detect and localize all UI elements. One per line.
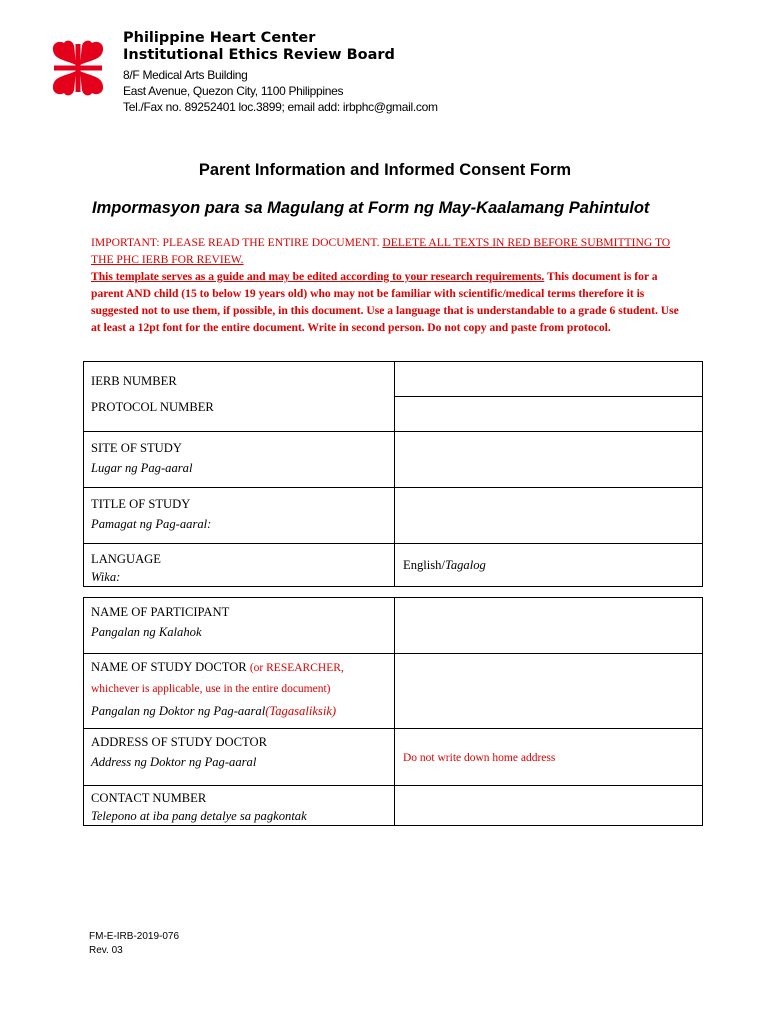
address-label: ADDRESS OF STUDY DOCTOR [91, 735, 267, 749]
address-line-2: East Avenue, Quezon City, 1100 Philippines [123, 84, 344, 98]
title-label-fil: Pamagat ng Pag-aaral: [91, 517, 212, 531]
title-label: TITLE OF STUDY [91, 497, 191, 511]
notice-important: IMPORTANT: PLEASE READ THE ENTIRE DOCUMENT. [91, 236, 383, 249]
doctor-label-fil-note: (Tagasaliksik) [265, 704, 337, 718]
ierb-number-label: IERB NUMBER [91, 374, 177, 388]
form-title: Parent Information and Informed Consent Form [198, 161, 572, 179]
study-info-table [83, 361, 703, 587]
protocol-number-label: PROTOCOL NUMBER [91, 399, 214, 414]
notice-delete-texts: DELETE ALL TEXTS IN RED BEFORE SUBMITTING TO THE PHC IERB FOR REVIEW. [91, 236, 671, 266]
participant-label-fil: Pangalan ng Kalahok [91, 625, 202, 639]
form-footer [89, 930, 179, 958]
address-line-1: 8/F Medical Arts Building [123, 68, 248, 82]
doctor-label: NAME OF STUDY DOCTOR [91, 660, 250, 674]
address-field[interactable] [395, 729, 703, 786]
form-revision: Rev. 03 [89, 945, 123, 956]
address-label-fil: Address ng Doktor ng Pag-aaral [91, 755, 257, 769]
ierb-number-field[interactable] [395, 362, 703, 397]
contact-field[interactable] [395, 786, 703, 826]
site-field[interactable] [395, 432, 703, 488]
contact-label-fil: Telepono at iba pang detalye sa pagkontak [91, 809, 307, 823]
heart-center-logo-icon [48, 38, 108, 98]
address-note: Do not write down home address [403, 751, 556, 764]
contact-label: CONTACT NUMBER [91, 791, 207, 805]
title-field[interactable] [395, 488, 703, 544]
notice-body: This document is for a parent AND child (15 to below 19 years old) who may not be familiar with scientific/medical terms therefore it is suggested not to use them, if possible, in this document. Use a language that is understandable to a grade 6 student. Use at least a 12pt font for the entire document. Write in second person. Do not copy and paste from protocol. [91, 270, 679, 334]
site-label-fil: Lugar ng Pag-aaral [91, 461, 193, 475]
doctor-field[interactable] [395, 654, 703, 729]
form-code: FM-E-IRB-2019-076 [89, 931, 180, 942]
language-field[interactable] [395, 544, 703, 587]
protocol-number-field[interactable] [395, 397, 703, 432]
contact-line: Tel./Fax no. 89252401 loc.3899; email add: irbphc@gmail.com [123, 100, 438, 114]
language-value-en: English/ [403, 557, 445, 572]
form-subtitle: Impormasyon para sa Magulang at Form ng May-Kaalamang Pahintulot [92, 199, 650, 217]
participant-info-table [83, 597, 703, 826]
doctor-label-fil: Pangalan ng Doktor ng Pag-aaral [91, 704, 266, 718]
site-label: SITE OF STUDY [91, 441, 182, 455]
participant-field[interactable] [395, 598, 703, 654]
language-value-fil: Tagalog [444, 557, 486, 572]
instructions-notice [91, 234, 691, 336]
org-name: Philippine Heart Center [123, 30, 316, 46]
language-label-fil: Wika: [91, 570, 121, 584]
participant-label: NAME OF PARTICIPANT [91, 605, 230, 619]
letterhead [123, 30, 723, 115]
language-label: LANGUAGE [91, 552, 161, 566]
notice-template-guide: This template serves as a guide and may be edited according to your research requirements. [91, 270, 545, 283]
doctor-note: (or RESEARCHER, whichever is applicable, use in the entire document) [91, 662, 344, 695]
board-name: Institutional Ethics Review Board [123, 47, 395, 63]
